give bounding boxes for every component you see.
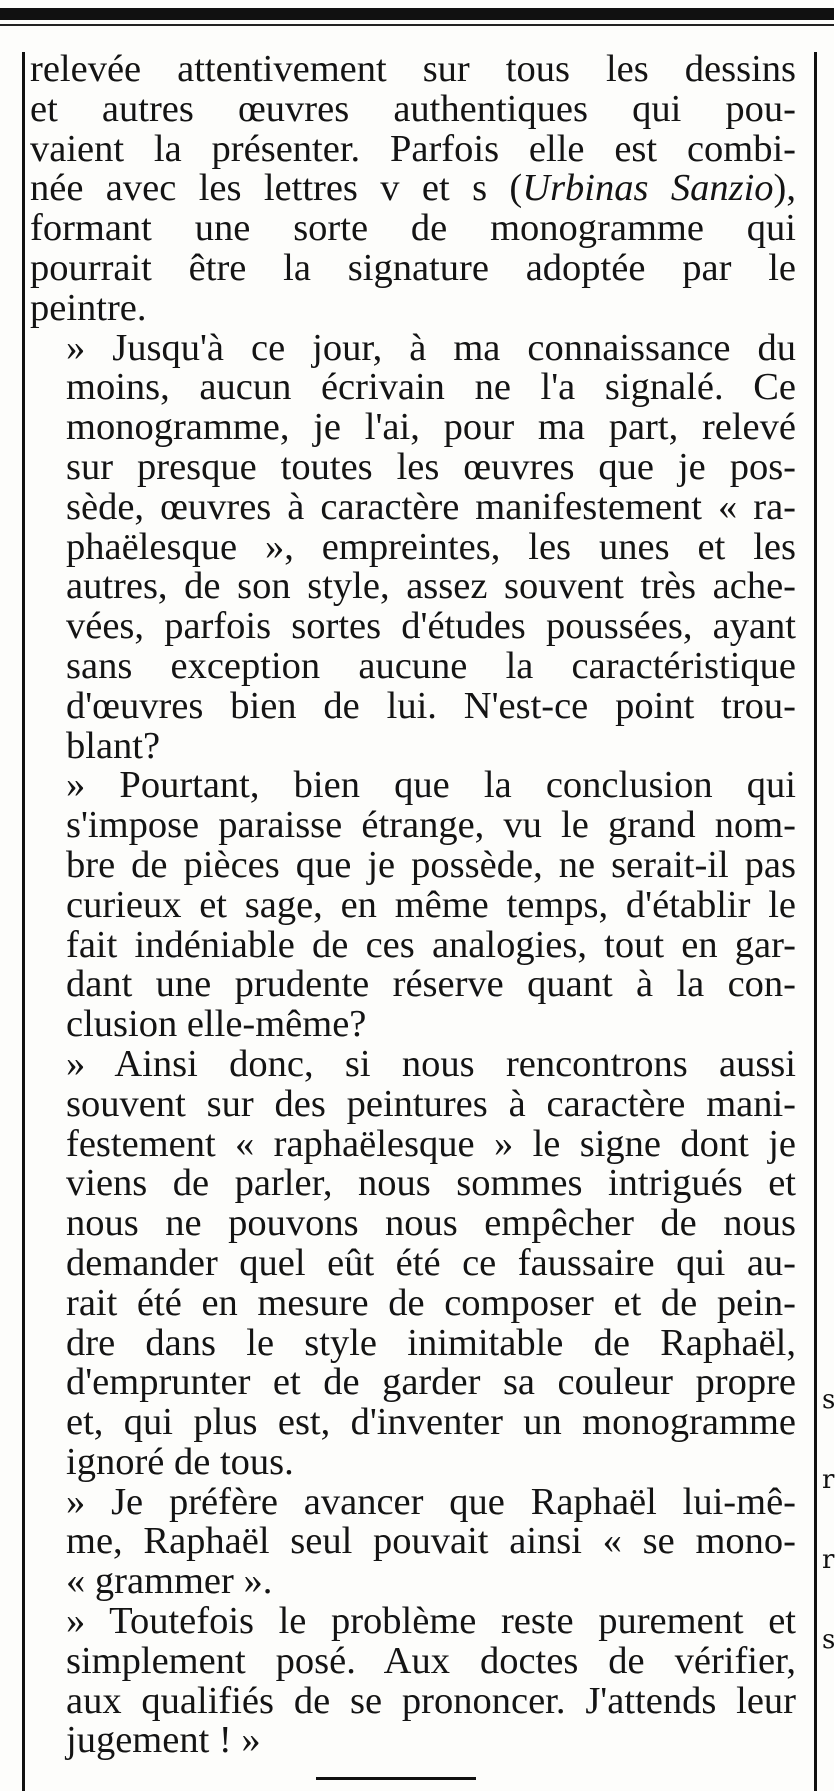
text-line: sède, œuvres à caractère manifestement « ra- bbox=[66, 485, 796, 528]
text-line: » Je préfère avancer que Raphaël lui-mê- bbox=[66, 1480, 796, 1523]
text-line: relevée attentivement sur tous les dessins bbox=[30, 48, 796, 90]
text-line: blant? bbox=[66, 724, 161, 767]
text-line: pourrait être la signature adoptée par le bbox=[30, 246, 796, 289]
article-paragraph bbox=[30, 326, 796, 767]
text-line: et autres œuvres authentiques qui pou- bbox=[30, 87, 796, 130]
edge-fragment-char: s bbox=[822, 1625, 835, 1655]
text-line: vaient la présenter. Parfois elle est combi- bbox=[30, 127, 796, 170]
text-line: dant une prudente réserve quant à la con- bbox=[66, 963, 796, 1006]
text-line: festement « raphaëlesque » le signe dont je bbox=[66, 1122, 796, 1165]
text-line: » Toutefois le problème reste purement et bbox=[66, 1600, 796, 1643]
text-line: ignoré de tous. bbox=[66, 1440, 294, 1483]
text-line: bre de pièces que je possède, ne serait-il pas bbox=[66, 843, 796, 886]
edge-fragment-char: s bbox=[822, 1385, 835, 1415]
text-line: sans exception aucune la caractéristique bbox=[66, 644, 796, 687]
text-line: souvent sur des peintures à caractère mani- bbox=[66, 1082, 796, 1125]
text-line: demander quel eût été ce faussaire qui au- bbox=[66, 1241, 796, 1284]
text-line: curieux et sage, en même temps, d'établir le bbox=[66, 883, 796, 926]
text-line: me, Raphaël seul pouvait ainsi « se mono- bbox=[66, 1520, 796, 1563]
top-rule bbox=[0, 8, 834, 20]
text-line: s'impose paraisse étrange, vu le grand nom- bbox=[66, 804, 796, 847]
text-line: » Pourtant, bien que la conclusion qui bbox=[66, 764, 796, 807]
text-line: rait été en mesure de composer et de pein- bbox=[66, 1281, 796, 1324]
text-line: d'emprunter et de garder sa couleur propre bbox=[66, 1361, 796, 1404]
top-rule-thin bbox=[0, 24, 834, 26]
article-paragraph bbox=[30, 1602, 796, 1761]
text-line: moins, aucun écrivain ne l'a signalé. Ce bbox=[66, 366, 796, 409]
text-line: dre dans le style inimitable de Raphaël, bbox=[66, 1321, 796, 1364]
text-line: d'œuvres bien de lui. N'est-ce point trou- bbox=[66, 684, 796, 727]
text-line: autres, de son style, assez souvent très ache- bbox=[66, 565, 796, 608]
text-line: peintre. bbox=[30, 286, 147, 329]
text-line: nous ne pouvons nous empêcher de nous bbox=[66, 1202, 796, 1245]
text-line: née avec les lettres v et s (Urbinas Sanzio), bbox=[30, 167, 796, 210]
article-paragraph bbox=[30, 50, 796, 329]
text-line: sur presque toutes les œuvres que je pos- bbox=[66, 445, 796, 488]
text-line: » Jusqu'à ce jour, à ma connaissance du bbox=[66, 326, 796, 369]
edge-fragment-char: r bbox=[822, 1545, 835, 1575]
text-line: formant une sorte de monogramme qui bbox=[30, 207, 796, 250]
text-line: « grammer ». bbox=[66, 1560, 273, 1603]
text-line: viens de parler, nous sommes intrigués et bbox=[66, 1162, 796, 1205]
article-paragraph bbox=[30, 766, 796, 1045]
text-line: simplement posé. Aux doctes de vérifier, bbox=[66, 1639, 796, 1682]
adjacent-column-fragment bbox=[822, 1360, 834, 1680]
text-line: fait indéniable de ces analogies, tout en gar- bbox=[66, 923, 796, 966]
text-line: vées, parfois sortes d'études poussées, ayant bbox=[66, 605, 796, 648]
text-line: clusion elle-même? bbox=[66, 1003, 367, 1046]
end-of-article-rule bbox=[316, 1777, 476, 1780]
article-column bbox=[30, 50, 796, 1761]
text-line: phaëlesque », empreintes, les unes et les bbox=[66, 525, 796, 568]
text-line: aux qualifiés de se prononcer. J'attends leur bbox=[66, 1679, 796, 1722]
text-line: et, qui plus est, d'inventer un monogramme bbox=[66, 1401, 796, 1444]
article-paragraph bbox=[30, 1480, 796, 1603]
article-paragraph bbox=[30, 1042, 796, 1483]
left-column-rule bbox=[22, 52, 25, 1791]
text-line: monogramme, je l'ai, pour ma part, relevé bbox=[66, 406, 796, 449]
text-line: » Ainsi donc, si nous rencontrons aussi bbox=[66, 1042, 796, 1085]
text-line: jugement ! » bbox=[66, 1719, 261, 1762]
edge-fragment-char: r bbox=[822, 1465, 835, 1495]
right-column-rule bbox=[814, 52, 817, 1791]
